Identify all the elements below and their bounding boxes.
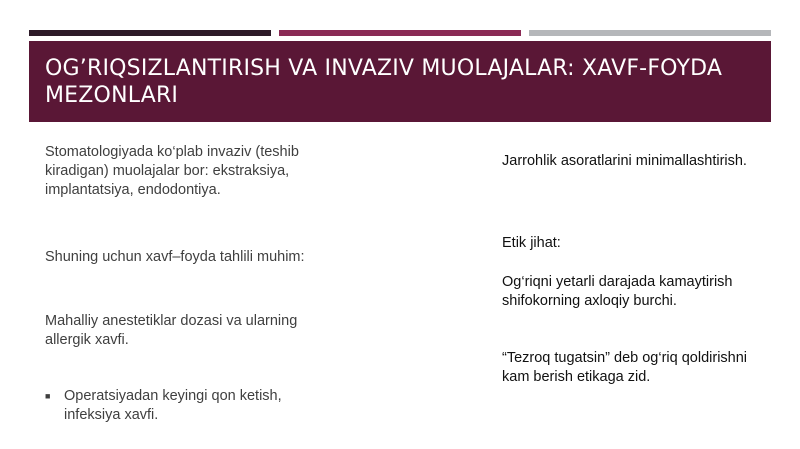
- square-bullet-icon: ■: [45, 391, 51, 401]
- accent-bar-magenta: [279, 30, 521, 36]
- left-paragraph-1: Stomatologiyada ko‘plab invaziv (teshib kiradigan) muolajalar bor: ekstraksiya, implantatsiya, endodontiya.: [45, 144, 299, 198]
- accent-bar-dark: [29, 30, 271, 36]
- right-paragraph-1: Jarrohlik asoratlarini minimallashtirish.: [502, 153, 747, 169]
- slide-title: OG’RIQSIZLANTIRISH VA INVAZIV MUOLAJALAR: XAVF-FOYDA MEZONLARI: [45, 56, 723, 108]
- right-paragraph-2: Etik jihat:: [502, 235, 561, 251]
- left-paragraph-3: Mahalliy anestetiklar dozasi va ularning allergik xavfi.: [45, 313, 298, 348]
- left-paragraph-2: Shuning uchun xavf–foyda tahlili muhim:: [45, 249, 305, 265]
- right-paragraph-4: “Tezroq tugatsin” deb og‘riq qoldirishni kam berish etikaga zid.: [502, 350, 748, 385]
- accent-bar-gray: [529, 30, 771, 36]
- bullet-item: [45, 387, 335, 425]
- bullet-text: Operatsiyadan keyingi qon ketish, infeksiya xavfi.: [64, 388, 282, 423]
- title-band: [29, 41, 771, 122]
- right-paragraph-3: Og‘riqni yetarli darajada kamaytirish shifokorning axloqiy burchi.: [502, 274, 733, 309]
